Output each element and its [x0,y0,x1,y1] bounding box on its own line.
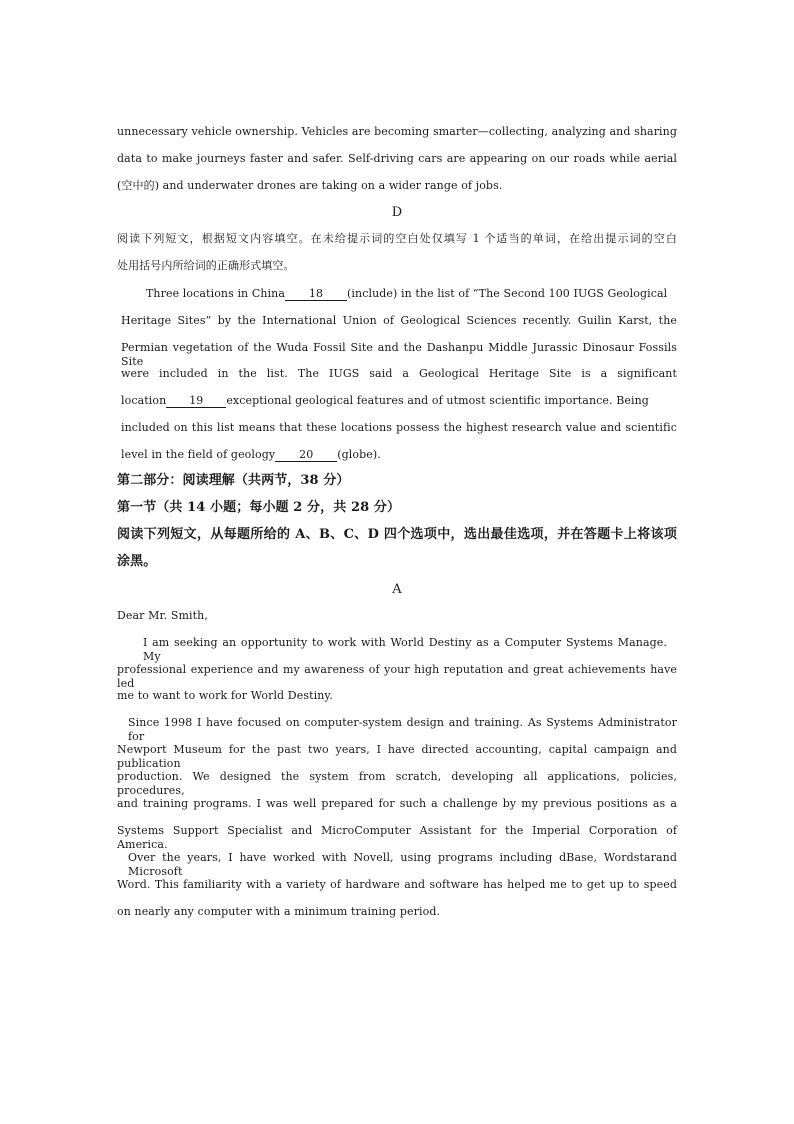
passage-d-text: exceptional geological features and of utmost scientific importance. Being [226,394,649,407]
passage-d-line [121,394,649,408]
part2-instruction: 阅读下列短文，从每题所给的 A、B、C、D 四个选项中，选出最佳选项，并在答题卡上将该项 [117,527,677,542]
passage-a-heading: A [392,582,402,597]
blank-18[interactable]: 18 [285,288,347,301]
letter-line: and training programs. I was well prepared for such a challenge by my previous positions as a [117,797,677,810]
letter-line: Systems Support Specialist and MicroComputer Assistant for the Imperial Corporation of America. [117,824,677,851]
passage-d-line: included on this list means that these locations possess the highest research value and scientific [121,421,677,434]
letter-line: Since 1998 I have focused on computer-system design and training. As Systems Administrator for [128,716,677,743]
letter-line: production. We designed the system from scratch, developing all applications, policies, procedures, [117,770,677,797]
passage-d-text: (globe). [337,448,381,461]
passage-d-text: (include) in the list of “The Second 100 IUGS Geological [347,287,668,300]
passage-d-line: Heritage Sites” by the International Union of Geological Sciences recently. Guilin Karst, the [121,314,677,327]
blank-20[interactable]: 20 [275,449,337,462]
letter-line: Newport Museum for the past two years, I have directed accounting, capital campaign and publication [117,743,677,770]
letter-greeting: Dear Mr. Smith, [117,609,208,622]
section-d-instruction: 阅读下列短文，根据短文内容填空。在未给提示词的空白处仅填写 1 个适当的单词，在给出提示词的空白 [117,232,677,245]
part2-instruction: 涂黑。 [117,554,157,569]
letter-line: Word. This familiarity with a variety of hardware and software has helped me to get up to speed [117,878,677,891]
letter-line: me to want to work for World Destiny. [117,689,333,702]
passage-d-line [146,287,667,301]
passage-d-text: Three locations in China [146,287,286,300]
blank-19[interactable]: 19 [166,395,226,408]
passage-c-line: unnecessary vehicle ownership. Vehicles are becoming smarter—collecting, analyzing and sharing [117,125,677,138]
section-d-heading: D [391,205,403,220]
part2-section1: 第一节（共 14 小题；每小题 2 分，共 28 分） [117,500,401,515]
section-d-instruction: 处用括号内所给词的正确形式填空。 [117,259,295,272]
passage-c-line: (空中的) and underwater drones are taking on a wider range of jobs. [117,179,503,192]
letter-line: on nearly any computer with a minimum training period. [117,905,441,918]
letter-line: professional experience and my awareness of your high reputation and great achievements have led [117,663,677,690]
passage-d-text: level in the field of geology [121,448,276,461]
letter-line: I am seeking an opportunity to work with World Destiny as a Computer Systems Manage. My [143,636,667,663]
passage-d-line: were included in the list. The IUGS said a Geological Heritage Site is a significant [121,367,677,380]
passage-d-line [121,448,381,462]
passage-c-line: data to make journeys faster and safer. Self-driving cars are appearing on our roads while aerial [117,152,677,165]
passage-d-text: location [121,394,167,407]
letter-line: Over the years, I have worked with Novell, using programs including dBase, Wordstarand Microsoft [128,851,677,878]
part2-title: 第二部分：阅读理解（共两节，38 分） [117,473,350,488]
passage-d-line: Permian vegetation of the Wuda Fossil Site and the Dashanpu Middle Jurassic Dinosaur Fossils Site [121,341,677,368]
